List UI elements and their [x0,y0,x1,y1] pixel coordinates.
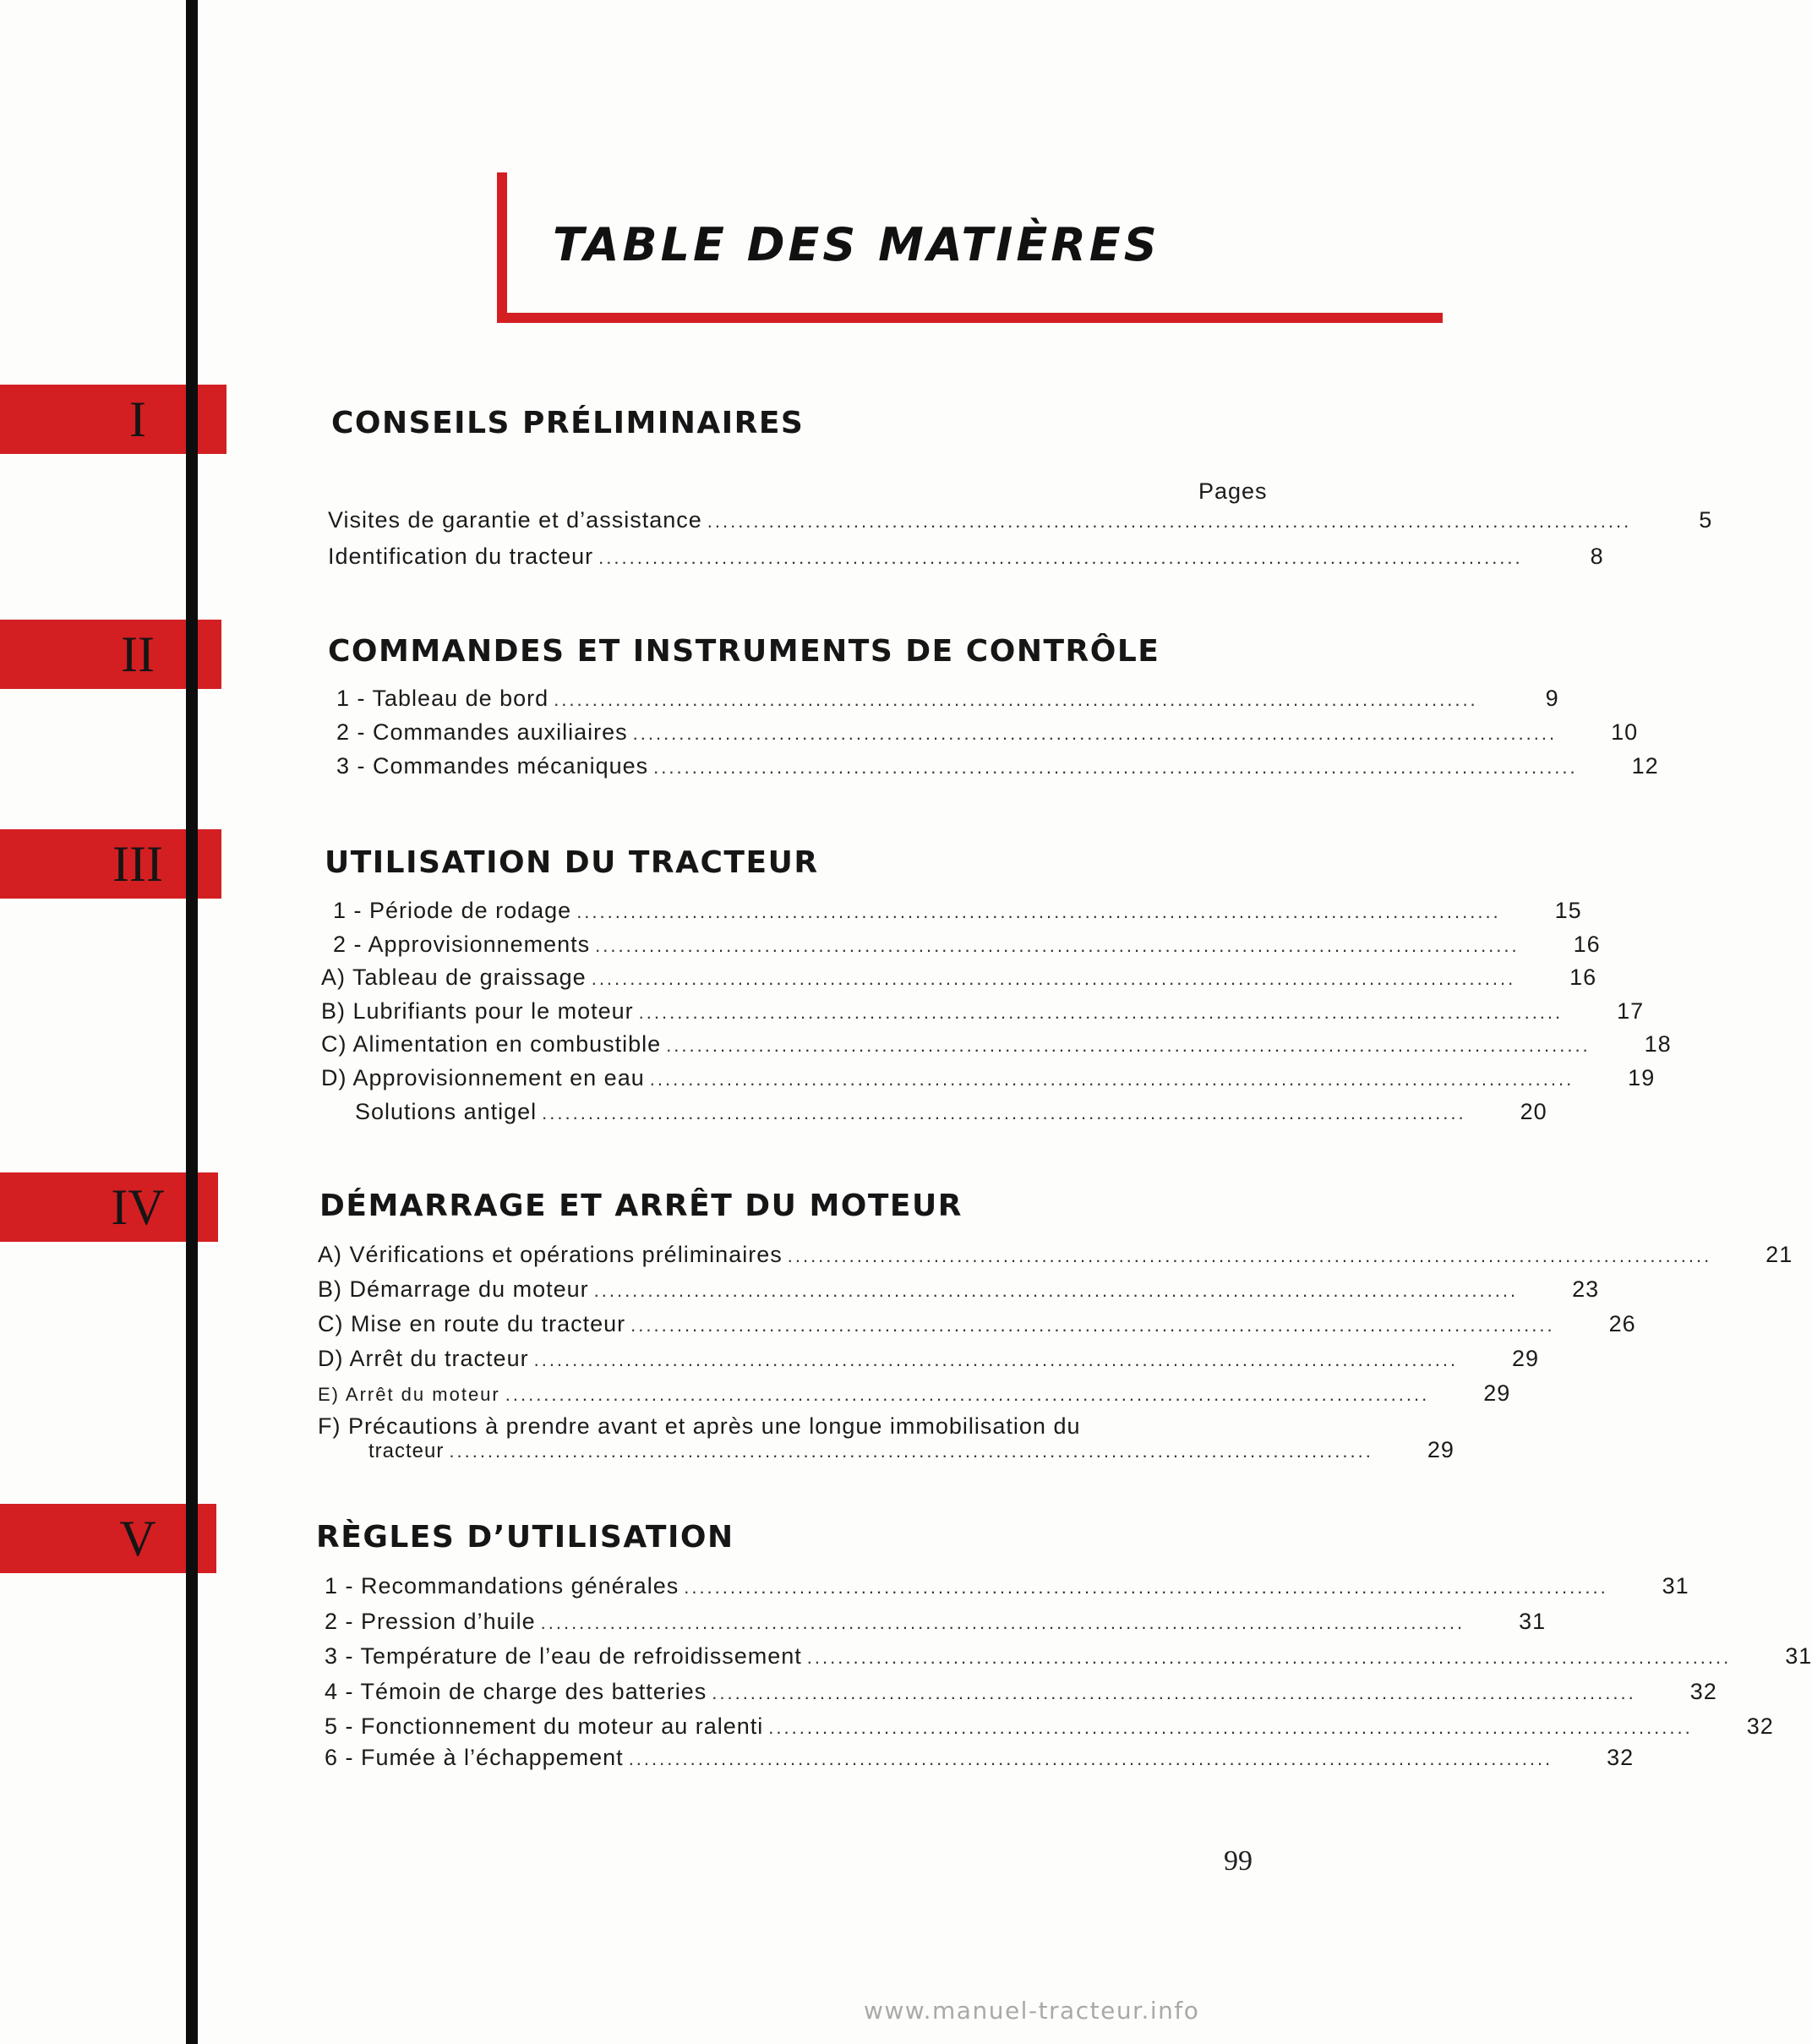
leader-dots: ........................................................................................................................ [554,689,1478,710]
toc-entry-page: 32 [1689,1679,1717,1704]
toc-entry-label: D) Arrêt du tracteur [318,1346,529,1371]
binding-spine-line [186,0,198,2044]
section-heading-4: DÉMARRAGE ET ARRÊT DU MOTEUR [319,1189,963,1223]
toc-entry[interactable] [368,1437,1455,1471]
toc-entry-label: 5 - Fonctionnement du moteur au ralenti [325,1713,764,1739]
toc-entry-label: A) Vérifications et opérations préliminaires [318,1242,783,1267]
toc-entry[interactable] [318,1242,1793,1276]
toc-entry-label: 3 - Commandes mécaniques [336,753,649,779]
watermark-text: www.manuel-tracteur.info [864,1997,1200,2025]
toc-entry-page: 32 [1746,1713,1774,1739]
chapter-tab-numeral: IV [111,1179,165,1235]
toc-entry-label: C) Alimentation en combustible [321,1031,662,1057]
title-frame-horizontal-bar [497,313,1443,323]
chapter-tab-numeral: III [112,836,163,892]
leader-dots: ........................................................................................................................ [540,1612,1465,1633]
leader-dots: ........................................................................................................................ [684,1577,1608,1598]
toc-entry[interactable] [328,544,1604,577]
toc-entry-page: 17 [1617,998,1645,1024]
chapter-tab-numeral: V [119,1511,156,1566]
chapter-tab-5 [0,1504,216,1573]
toc-entry[interactable] [318,1380,1511,1414]
title-frame-vertical-bar [497,172,507,320]
pages-column-label: Pages [1198,478,1268,504]
toc-entry[interactable] [318,1346,1540,1380]
leader-dots: ........................................................................................................................ [768,1717,1693,1738]
leader-dots: ........................................................................................................................ [576,901,1501,922]
toc-entry-page: 20 [1520,1099,1547,1124]
section-heading-2: COMMANDES ET INSTRUMENTS DE CONTRÔLE [328,634,1160,669]
toc-entry[interactable] [325,1573,1689,1607]
toc-entry-page: 12 [1631,753,1659,779]
toc-entry[interactable] [325,1643,1812,1677]
section-heading-3: UTILISATION DU TRACTEUR [325,845,819,880]
toc-entry-label: 1 - Tableau de bord [336,686,549,711]
toc-entry-page: 18 [1644,1031,1672,1057]
leader-dots: ........................................................................................................................ [649,1068,1575,1090]
leader-dots: ........................................................................................................................ [542,1102,1466,1123]
toc-entry[interactable] [336,686,1559,719]
toc-entry[interactable] [325,1713,1774,1747]
toc-entry-label: 4 - Témoin de charge des batteries [325,1679,707,1704]
leader-dots: ........................................................................................................................ [505,1384,1430,1405]
toc-entry-page: 9 [1545,686,1559,711]
toc-entry-label: E) Arrêt du moteur [318,1384,500,1405]
toc-entry-page: 32 [1607,1745,1635,1770]
toc-entry[interactable] [325,1609,1547,1642]
page-title: TABLE DES MATIÈRES [553,218,1160,271]
toc-entry-page: 8 [1590,544,1604,569]
toc-entry[interactable] [321,998,1645,1032]
section-heading-1: CONSEILS PRÉLIMINAIRES [331,406,805,440]
toc-entry[interactable] [336,719,1639,753]
toc-entry-first-line[interactable]: F) Précautions à prendre avant et après une longue immobilisation du [318,1413,1081,1439]
leader-dots: ........................................................................................................................ [653,757,1578,778]
toc-entry-page: 15 [1554,898,1582,923]
toc-entry-label: Solutions antigel [355,1099,538,1124]
toc-entry-page: 10 [1611,719,1639,745]
toc-entry-label: A) Tableau de graissage [321,965,587,990]
leader-dots: ........................................................................................................................ [630,1314,1555,1336]
toc-entry-page: 21 [1766,1242,1793,1267]
toc-entry-page: 19 [1628,1065,1656,1090]
leader-dots: ........................................................................................................................ [638,1002,1564,1023]
toc-entry-label: tracteur [368,1440,445,1462]
title-frame [497,172,1443,320]
toc-entry[interactable] [328,507,1713,541]
toc-entry[interactable] [325,1745,1635,1779]
leader-dots: ........................................................................................................................ [533,1349,1459,1370]
toc-entry-label: Identification du tracteur [328,544,594,569]
toc-entry-label: 2 - Pression d’huile [325,1609,536,1634]
leader-dots: ........................................................................................................................ [598,547,1523,568]
leader-dots: ........................................................................................................................ [806,1647,1732,1668]
leader-dots: ........................................................................................................................ [595,935,1520,956]
toc-entry[interactable] [321,965,1597,998]
toc-entry-page: 31 [1785,1643,1812,1669]
toc-entry-page: 26 [1608,1311,1636,1336]
toc-entry-page: 29 [1427,1437,1455,1462]
toc-entry-label: Visites de garantie et d’assistance [328,507,702,533]
toc-entry-label: D) Approvisionnement en eau [321,1065,645,1090]
toc-entry-page: 23 [1572,1276,1600,1302]
toc-entry-label: 2 - Commandes auxiliaires [336,719,628,745]
leader-dots: ........................................................................................................................ [591,968,1516,989]
toc-entry-page: 29 [1483,1380,1511,1406]
chapter-tab-numeral: II [121,626,155,682]
leader-dots: ........................................................................................................................ [632,723,1558,744]
toc-entry-page: 16 [1573,932,1601,957]
leader-dots: ........................................................................................................................ [787,1245,1712,1266]
toc-entry[interactable] [333,932,1601,965]
toc-entry-page: 16 [1569,965,1597,990]
toc-entry-label: 2 - Approvisionnements [333,932,591,957]
chapter-tab-numeral: I [129,391,146,447]
toc-entry-page: 31 [1519,1609,1547,1634]
leader-dots: ........................................................................................................................ [593,1280,1519,1301]
toc-entry-label: B) Démarrage du moteur [318,1276,589,1302]
leader-dots: ........................................................................................................................ [707,511,1632,532]
toc-entry[interactable] [325,1679,1717,1713]
toc-entry-label: C) Mise en route du tracteur [318,1311,626,1336]
leader-dots: ........................................................................................................................ [628,1748,1553,1769]
toc-entry[interactable] [336,753,1659,787]
toc-entry-label: 1 - Recommandations générales [325,1573,680,1599]
leader-dots: ........................................................................................................................ [712,1682,1636,1703]
section-heading-5: RÈGLES D’UTILISATION [316,1520,734,1555]
toc-entry[interactable] [321,1065,1656,1099]
leader-dots: ........................................................................................................................ [449,1440,1373,1462]
toc-entry-label: 3 - Température de l’eau de refroidissement [325,1643,802,1669]
toc-entry[interactable] [333,898,1582,932]
toc-entry-label: 6 - Fumée à l’échappement [325,1745,624,1770]
toc-entry[interactable] [318,1311,1636,1345]
page-number: 99 [1224,1845,1253,1877]
toc-entry-page: 5 [1699,507,1713,533]
toc-entry-label: B) Lubrifiants pour le moteur [321,998,634,1024]
toc-entry[interactable] [321,1031,1672,1065]
toc-entry-page: 31 [1662,1573,1689,1599]
toc-entry-page: 29 [1512,1346,1540,1371]
toc-entry-label: 1 - Période de rodage [333,898,572,923]
leader-dots: ........................................................................................................................ [666,1035,1591,1056]
toc-entry[interactable] [355,1099,1547,1133]
toc-entry[interactable] [318,1276,1600,1310]
